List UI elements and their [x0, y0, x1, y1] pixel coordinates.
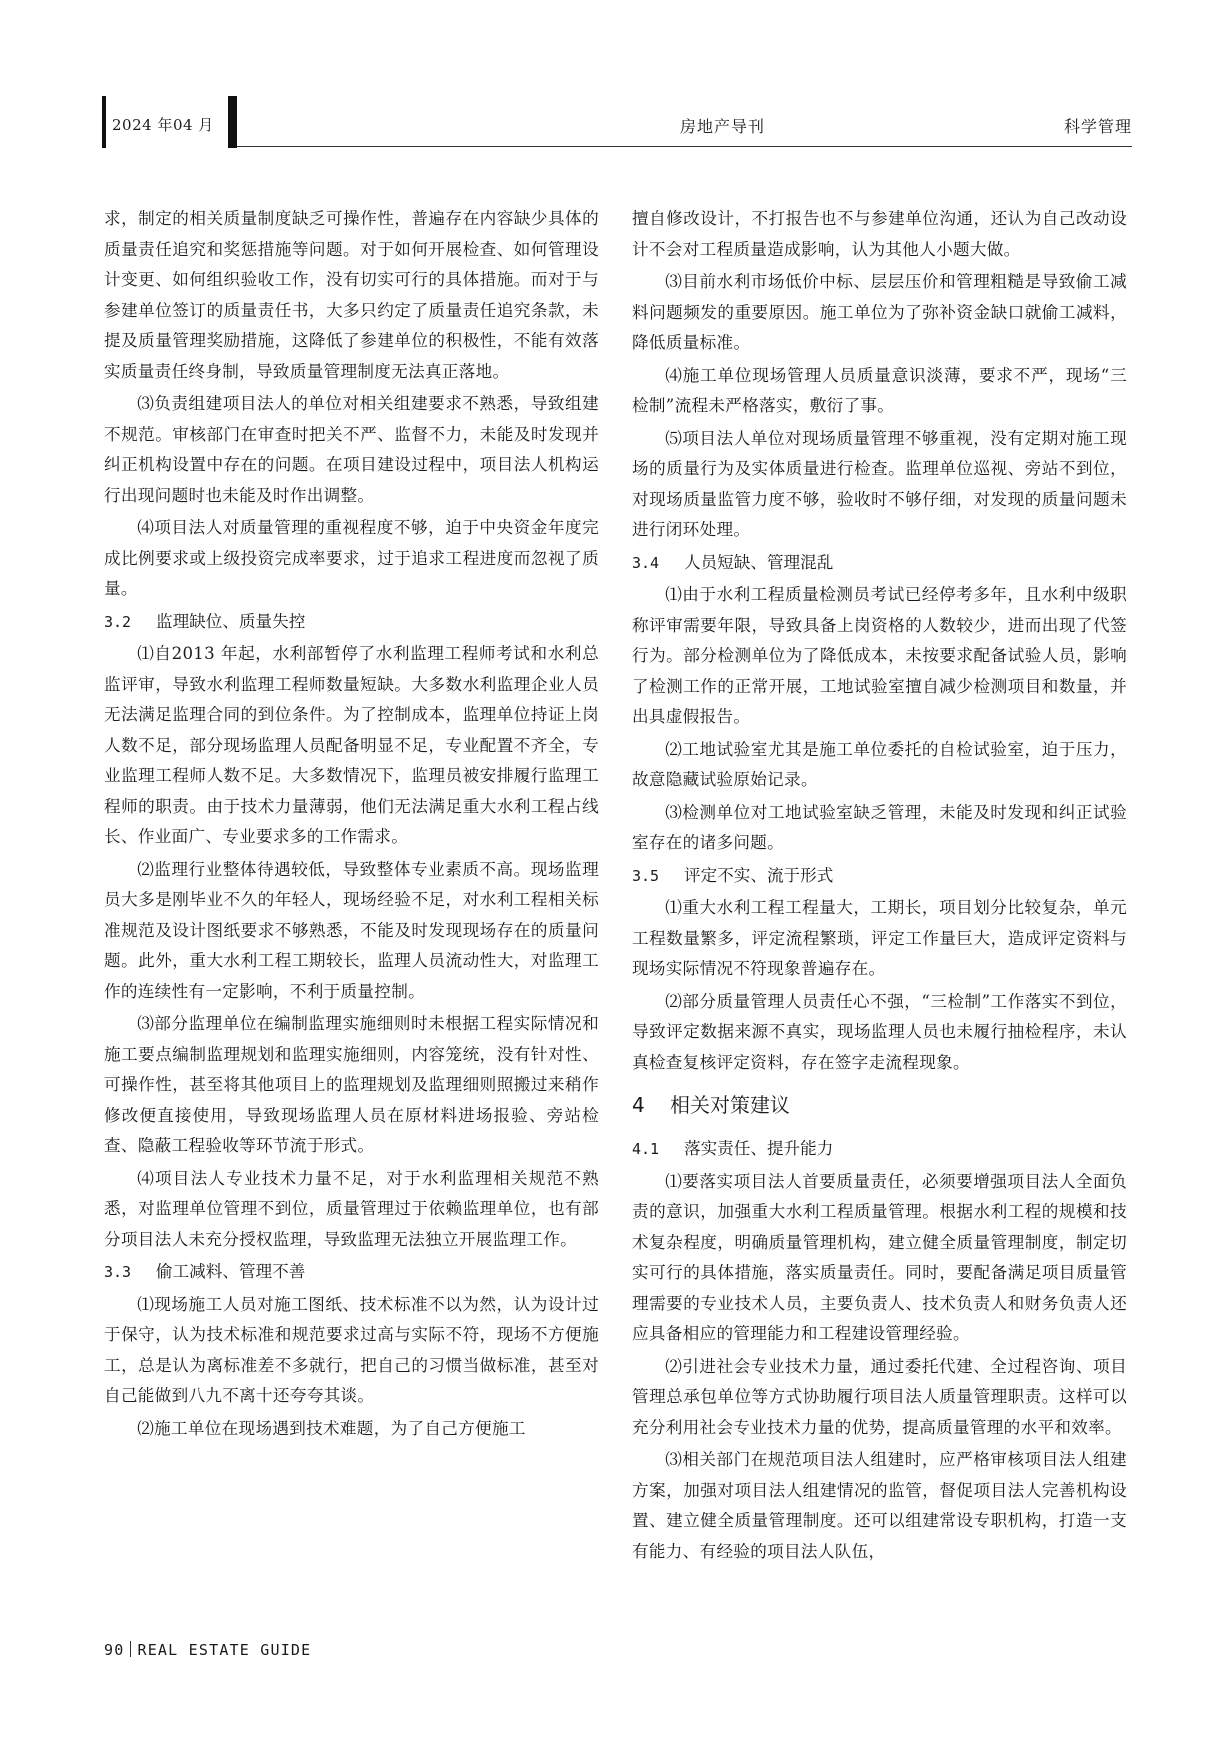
paragraph: ⑵监理行业整体待遇较低，导致整体专业素质不高。现场监理员大多是刚毕业不久的年轻人，现场经验不足，对水利工程相关标准规范及设计图纸要求不够熟悉，不能及时发现现场存在的质量问题。此外，重大水利工程工期较长，监理人员流动性大，对监理工作的连续性有一定影响，不利于质量控制。 — [104, 859, 599, 1001]
paragraph: 求，制定的相关质量制度缺乏可操作性，普遍存在内容缺少具体的质量责任追究和奖惩措施等问题。对于如何开展检查、如何管理设计变更、如何组织验收工作，没有切实可行的具体措施。而对于与参建单位签订的质量责任书，大多只约定了质量责任追究条款，未提及质量管理奖励措施，这降低了参建单位的积极性，不能有效落实质量责任终身制，导致质量管理制度无法真正落地。 — [104, 209, 599, 381]
subsection-number: 3.3 — [104, 1263, 132, 1281]
paragraph: ⑷施工单位现场管理人员质量意识淡薄，要求不严，现场“三检制”流程未严格落实，敷衍了事。 — [632, 365, 1127, 415]
subsection-heading-3-3 — [104, 1257, 599, 1288]
subsection-title: 人员短缺、管理混乱 — [684, 552, 834, 572]
paragraph: ⑴重大水利工程工程量大，工期长，项目划分比较复杂，单元工程数量繁多，评定流程繁琐，评定工作量巨大，造成评定资料与现场实际情况不符现象普遍存在。 — [632, 898, 1127, 978]
paragraph: ⑷项目法人对质量管理的重视程度不够，迫于中央资金年度完成比例要求或上级投资完成率要求，过于追求工程进度而忽视了质量。 — [104, 518, 599, 598]
subsection-title: 落实责任、提升能力 — [684, 1139, 834, 1158]
page-number: 90 — [104, 1641, 125, 1659]
section-heading-4 — [632, 1088, 1127, 1122]
section-title: 科学管理 — [1063, 117, 1132, 136]
header-left-rule — [102, 96, 106, 148]
paragraph: ⑴要落实项目法人首要质量责任，必须要增强项目法人全面负责的意识，加强重大水利工程质量管理。根据水利工程的规模和技术复杂程度，明确质量管理机构，建立健全质量管理制度，制定切实可行的具体措施，落实质量责任。同时，要配备满足项目质量管理需要的专业技术人员，主要负责人、技术负责人和财务负责人还应具备相应的管理能力和工程建设管理经验。 — [632, 1171, 1127, 1343]
header-thick-rule — [228, 96, 237, 148]
footer-separator — [130, 1641, 131, 1657]
subsection-heading-3-2 — [104, 607, 599, 638]
section-number: 4 — [632, 1093, 645, 1117]
paragraph: ⑴由于水利工程质量检测员考试已经停考多年，且水利中级职称评审需要年限，导致具备上岗资格的人数较少，进而出现了代签行为。部分检测单位为了降低成本，未按要求配备试验人员，影响了检测工作的正常开展，工地试验室擅自减少检测项目和数量，并出具虚假报告。 — [632, 585, 1127, 726]
subsection-title: 偷工减料、管理不善 — [156, 1262, 306, 1281]
subsection-heading-3-4 — [632, 548, 1127, 579]
subsection-title: 评定不实、流于形式 — [684, 865, 834, 885]
paragraph: ⑴自2013 年起，水利部暂停了水利监理工程师考试和水利总监评审，导致水利监理工程师数量短缺。大多数水利监理企业人员无法满足监理合同的到位条件。为了控制成本，监理单位持证上岗人数不足，部分现场监理人员配备明显不足，专业配置不齐全，专业监理工程师人数不足。大多数情况下，监理员被安排履行监理工程师的职责。由于技术力量薄弱，他们无法满足重大水利工程占线长、作业面广、专业要求多的工作需求。 — [104, 644, 599, 846]
issue-date: 2024 年04 月 — [112, 116, 214, 134]
paragraph: ⑷项目法人专业技术力量不足，对于水利监理相关规范不熟悉，对监理单位管理不到位，质量管理过于依赖监理单位，也有部分项目法人未充分授权监理，导致监理无法独立开展监理工作。 — [104, 1168, 599, 1249]
paragraph: ⑶相关部门在规范项目法人组建时，应严格审核项目法人组建方案，加强对项目法人组建情况的监管，督促项目法人完善机构设置、建立健全质量管理制度。还可以组建常设专职机构，打造一支有能力、有经验的项目法人队伍， — [632, 1450, 1127, 1561]
journal-title: 房地产导刊 — [680, 117, 766, 136]
paragraph: ⑵部分质量管理人员责任心不强，“三检制”工作落实不到位，导致评定数据来源不真实，现场监理人员也未履行抽检程序，未认真检查复核评定资料，存在签字走流程现象。 — [632, 991, 1127, 1072]
subsection-number: 3.4 — [632, 553, 660, 572]
subsection-title: 监理缺位、质量失控 — [156, 611, 306, 631]
paragraph: ⑶目前水利市场低价中标、层层压价和管理粗糙是导致偷工减料问题频发的重要原因。施工单位为了弥补资金缺口就偷工减料，降低质量标准。 — [632, 272, 1127, 352]
paragraph: ⑵工地试验室尤其是施工单位委托的自检试验室，迫于压力，故意隐藏试验原始记录。 — [632, 739, 1127, 789]
paragraph: 擅自修改设计，不打报告也不与参建单位沟通，还认为自己改动设计不会对工程质量造成影响，认为其他人小题大做。 — [632, 209, 1127, 259]
header-underline — [237, 146, 1132, 147]
paragraph: ⑶检测单位对工地试验室缺乏管理，未能及时发现和纠正试验室存在的诸多问题。 — [632, 802, 1127, 852]
page-header — [102, 96, 1132, 148]
section-title: 相关对策建议 — [670, 1093, 790, 1117]
subsection-number: 3.5 — [632, 866, 660, 885]
paragraph: ⑶部分监理单位在编制监理实施细则时未根据工程实际情况和施工要点编制监理规划和监理实施细则，内容笼统，没有针对性、可操作性，甚至将其他项目上的监理规划及监理细则照搬过来稍作修改便直接使用，导致现场监理人员在原材料进场报验、旁站检查、隐蔽工程验收等环节流于形式。 — [104, 1014, 599, 1155]
left-column — [104, 204, 599, 1446]
paragraph: ⑵引进社会专业技术力量，通过委托代建、全过程咨询、项目管理总承包单位等方式协助履行项目法人质量管理职责。这样可以充分利用社会专业技术力量的优势，提高质量管理的水平和效率。 — [632, 1356, 1127, 1437]
paragraph: ⑴现场施工人员对施工图纸、技术标准不以为然，认为设计过于保守，认为技术标准和规范要求过高与实际不符，现场不方便施工，总是认为离标准差不多就行，把自己的习惯当做标准，甚至对自己能做到八九不离十还夸夸其谈。 — [104, 1294, 599, 1405]
footer-label: REAL ESTATE GUIDE — [137, 1641, 312, 1659]
paragraph: ⑸项目法人单位对现场质量管理不够重视，没有定期对施工现场的质量行为及实体质量进行检查。监理单位巡视、旁站不到位，对现场质量监管力度不够，验收时不够仔细，对发现的质量问题未进行闭环处理。 — [632, 428, 1127, 539]
subsection-number: 4.1 — [632, 1140, 660, 1158]
paragraph: ⑶负责组建项目法人的单位对相关组建要求不熟悉，导致组建不规范。审核部门在审查时把关不严、监督不力，未能及时发现并纠正机构设置中存在的问题。在项目建设过程中，项目法人机构运行出现问题时也未能及时作出调整。 — [104, 394, 599, 505]
subsection-heading-3-5 — [632, 861, 1127, 892]
subsection-number: 3.2 — [104, 612, 132, 631]
right-column — [632, 204, 1127, 1569]
page-footer — [104, 1641, 311, 1659]
paragraph: ⑵施工单位在现场遇到技术难题，为了自己方便施工 — [137, 1418, 526, 1438]
subsection-heading-4-1 — [632, 1134, 1127, 1165]
